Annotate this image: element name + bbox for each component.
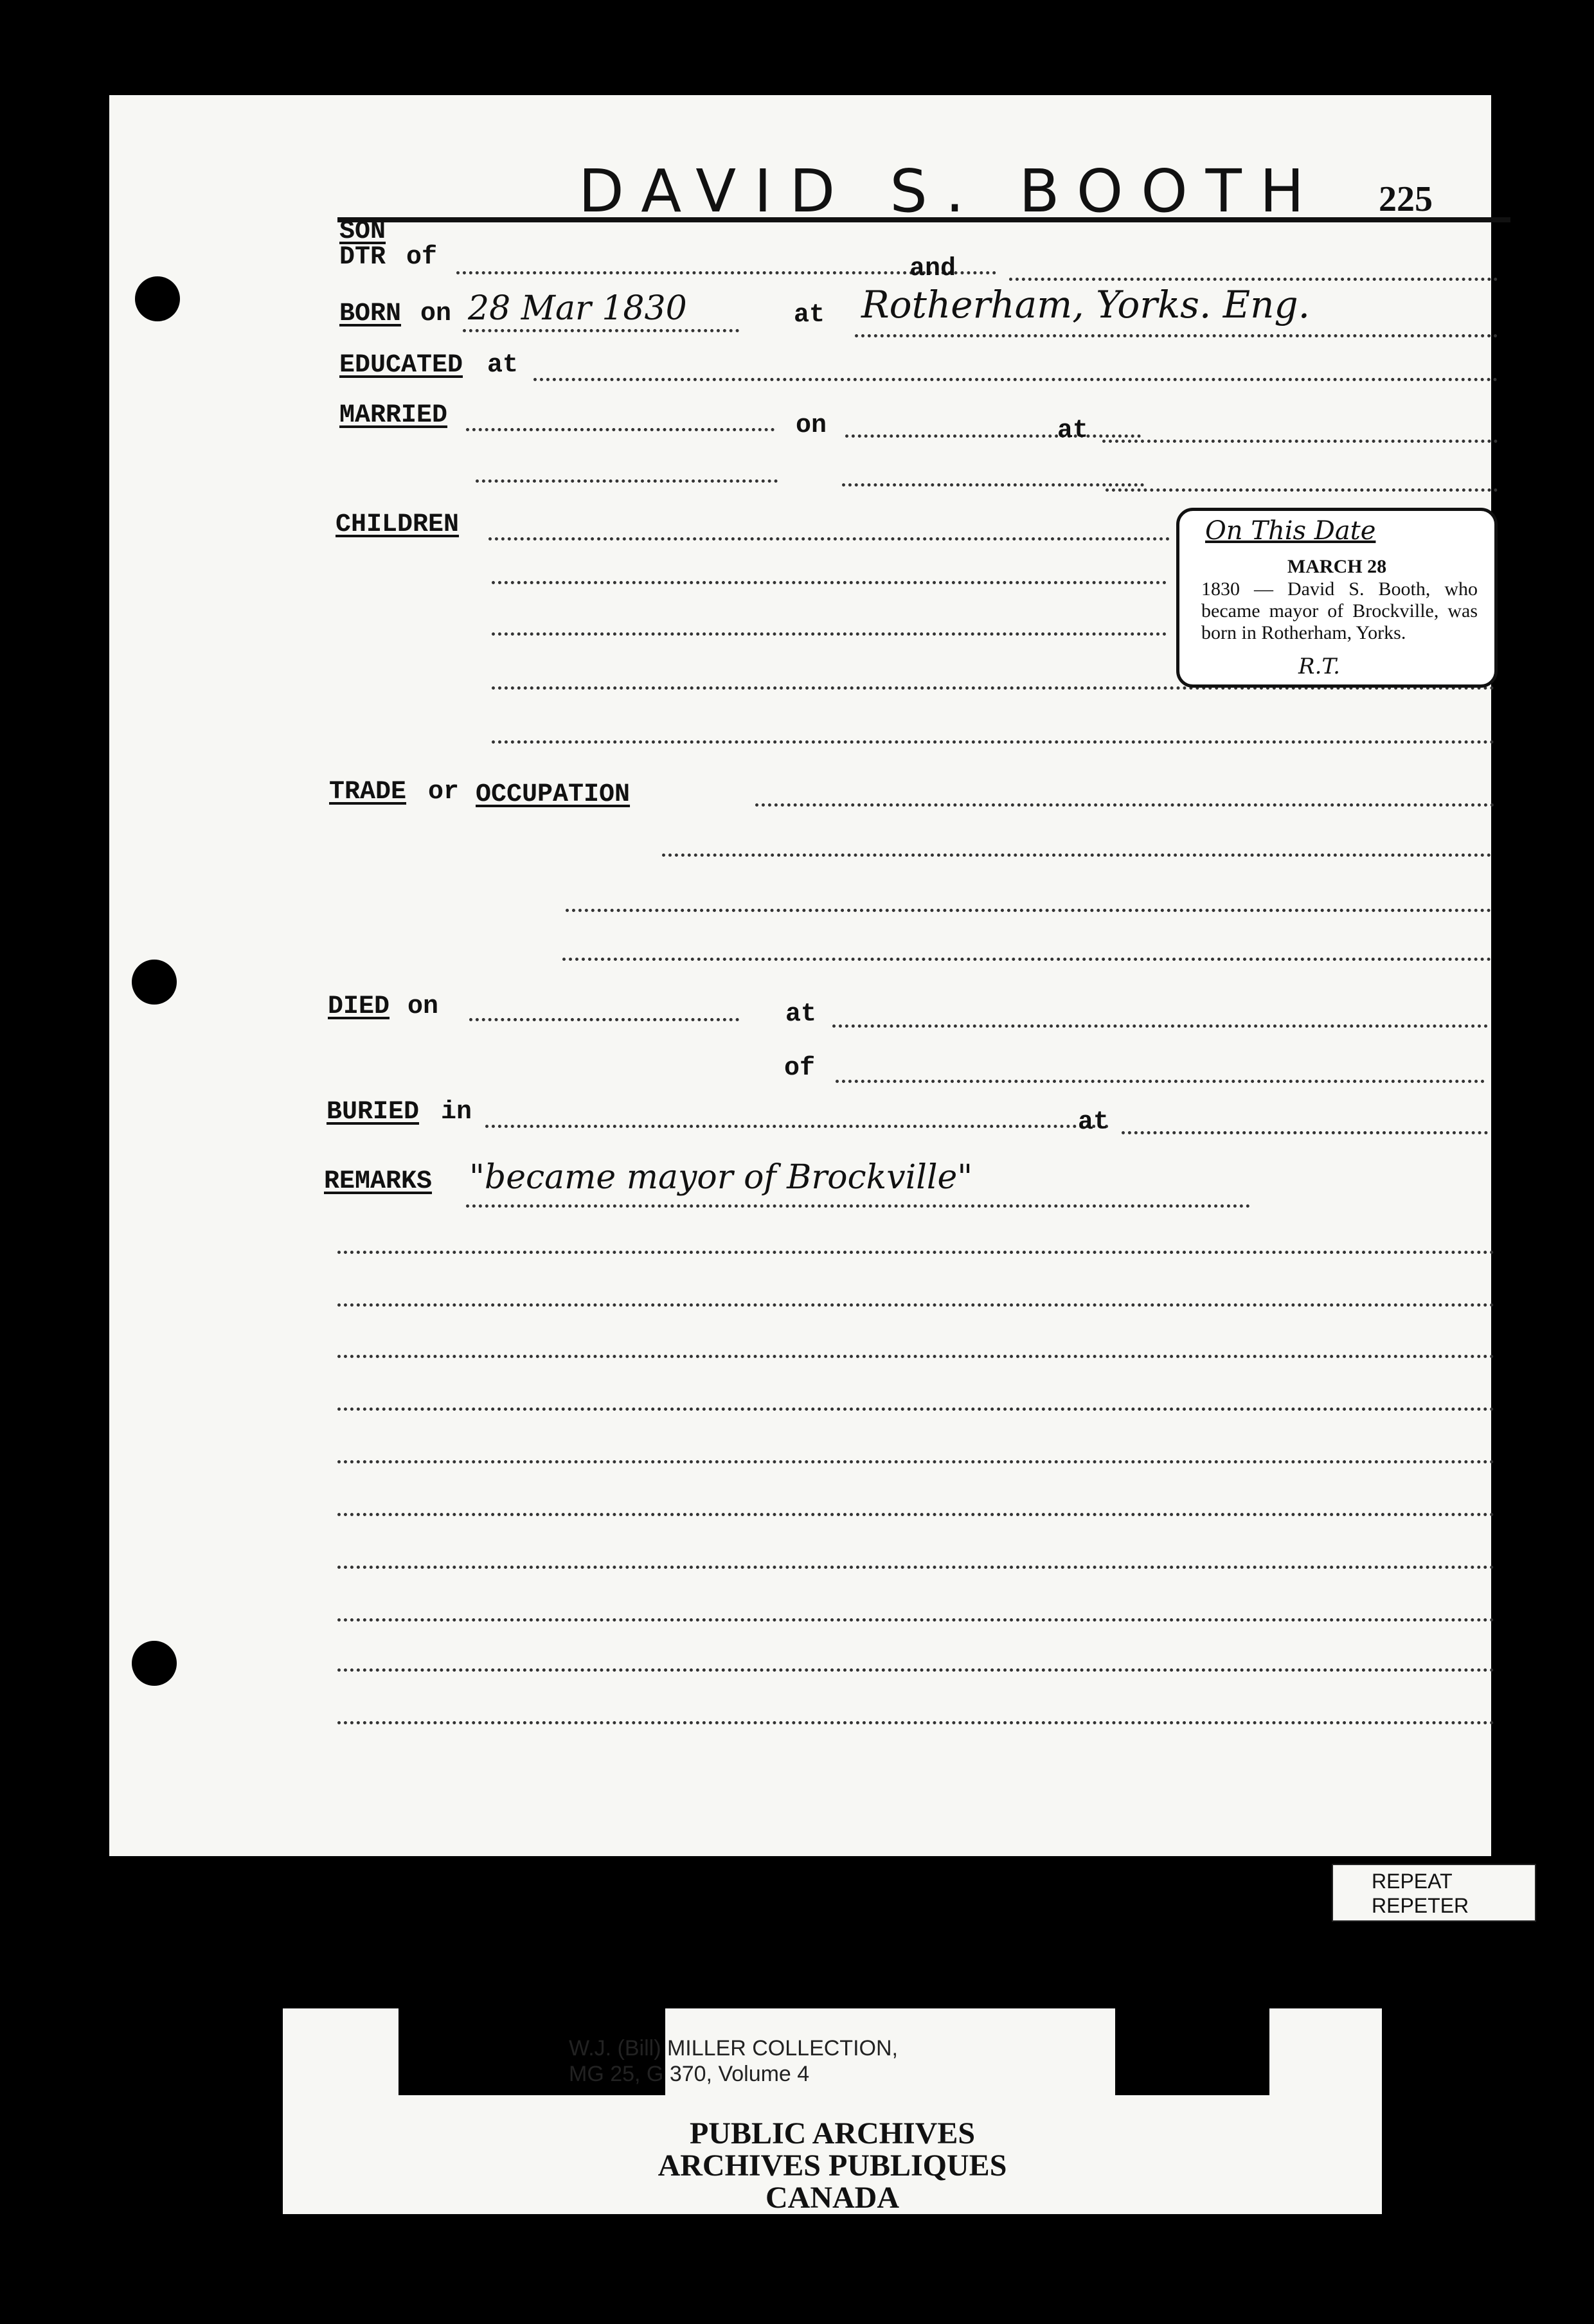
married-line-2c (1106, 488, 1498, 492)
died-date-field (469, 1018, 739, 1021)
educated-field (533, 378, 1498, 381)
remarks-line (337, 1618, 1494, 1622)
born-on-label: on (420, 299, 452, 328)
mother-field (1009, 278, 1498, 281)
trade-label: TRADE (329, 778, 407, 807)
dtr-label: DTR (339, 243, 386, 272)
died-of-label: of (784, 1054, 816, 1083)
educated-at-label: at (487, 351, 519, 380)
repeat-stamp-line1: REPEAT (1372, 1870, 1453, 1893)
buried-at-label: at (1078, 1108, 1109, 1137)
married-line-2 (476, 479, 778, 483)
punch-hole (132, 1641, 177, 1686)
married-at-label: at (1057, 416, 1089, 445)
title-rule (337, 217, 1510, 222)
or-label: or (428, 778, 460, 807)
occupation-line (562, 958, 1491, 961)
clipping-text: 1830 — David S. Booth, who became mayor of Brockville, was born in Rotherham, Yorks. (1201, 578, 1478, 643)
card-number: 225 (1379, 179, 1433, 219)
archive-label (283, 2008, 1382, 2214)
married-place-field (1102, 440, 1498, 443)
punch-hole (135, 276, 180, 321)
repeat-stamp-line2: REPETER (1372, 1894, 1469, 1917)
repeat-stamp (1332, 1864, 1536, 1922)
born-at-label: at (794, 301, 825, 330)
remarks-line (337, 1668, 1494, 1672)
born-date-field (463, 329, 739, 332)
of-label: of (406, 243, 438, 272)
subject-name: DAVID S. BOOTH (578, 157, 1323, 226)
remarks-label: REMARKS (324, 1167, 433, 1196)
remarks-line (337, 1303, 1494, 1307)
buried-in-label: in (441, 1098, 472, 1127)
children-line (492, 740, 1494, 744)
clipping-initials: R.T. (1298, 654, 1340, 679)
record-card (109, 95, 1491, 1856)
died-cause-field (836, 1080, 1485, 1083)
born-place-field (855, 334, 1498, 337)
newspaper-clipping (1176, 508, 1498, 688)
punch-hole (132, 960, 177, 1005)
clipping-date: MARCH 28 (1287, 556, 1387, 577)
remarks-line (337, 1355, 1494, 1358)
archives-title (283, 2118, 1382, 2214)
died-at-label: at (785, 1000, 817, 1029)
occupation-label: OCCUPATION (476, 780, 631, 809)
collection-info (569, 2035, 898, 2087)
children-label: CHILDREN (336, 510, 460, 539)
occupation-field (755, 803, 1494, 807)
remarks-line (337, 1513, 1494, 1516)
remarks-value: "became mayor of Brockville" (469, 1158, 973, 1197)
occupation-line (662, 854, 1491, 857)
born-place-value: Rotherham, Yorks. Eng. (861, 283, 1311, 326)
remarks-field (466, 1204, 1250, 1208)
buried-place-field (1122, 1131, 1488, 1134)
buried-field (485, 1125, 1109, 1128)
collection-line1: W.J. (Bill) MILLER COLLECTION, (569, 2036, 898, 2060)
remarks-line (337, 1566, 1494, 1569)
archives-line2: ARCHIVES PUBLIQUES (658, 2149, 1007, 2183)
remarks-line (337, 1460, 1494, 1463)
married-line-2b (842, 483, 1144, 487)
occupation-line (566, 909, 1491, 912)
remarks-line (337, 1408, 1494, 1411)
son-label: SON (339, 217, 386, 246)
children-line (488, 537, 1170, 541)
educated-label: EDUCATED (339, 351, 463, 380)
died-place-field (832, 1024, 1488, 1028)
buried-label: BURIED (327, 1098, 420, 1127)
married-on-label: on (796, 411, 827, 440)
born-label: BORN (339, 299, 402, 328)
children-line (492, 632, 1167, 636)
born-date-value: 28 Mar 1830 (468, 289, 687, 328)
remarks-line (337, 1721, 1494, 1724)
died-on-label: on (407, 992, 439, 1021)
married-label: MARRIED (339, 401, 448, 430)
married-date-field (845, 434, 1141, 438)
remarks-line (337, 1251, 1494, 1254)
clipping-heading: On This Date (1205, 516, 1376, 546)
and-label: and (909, 255, 956, 283)
archives-line1: PUBLIC ARCHIVES (689, 2116, 976, 2150)
archives-line3: CANADA (766, 2181, 899, 2215)
died-label: DIED (328, 992, 390, 1021)
children-line (492, 581, 1167, 584)
married-spouse-field (466, 428, 775, 431)
label-notch (1115, 2008, 1269, 2095)
collection-line2: MG 25, G 370, Volume 4 (569, 2062, 810, 2086)
